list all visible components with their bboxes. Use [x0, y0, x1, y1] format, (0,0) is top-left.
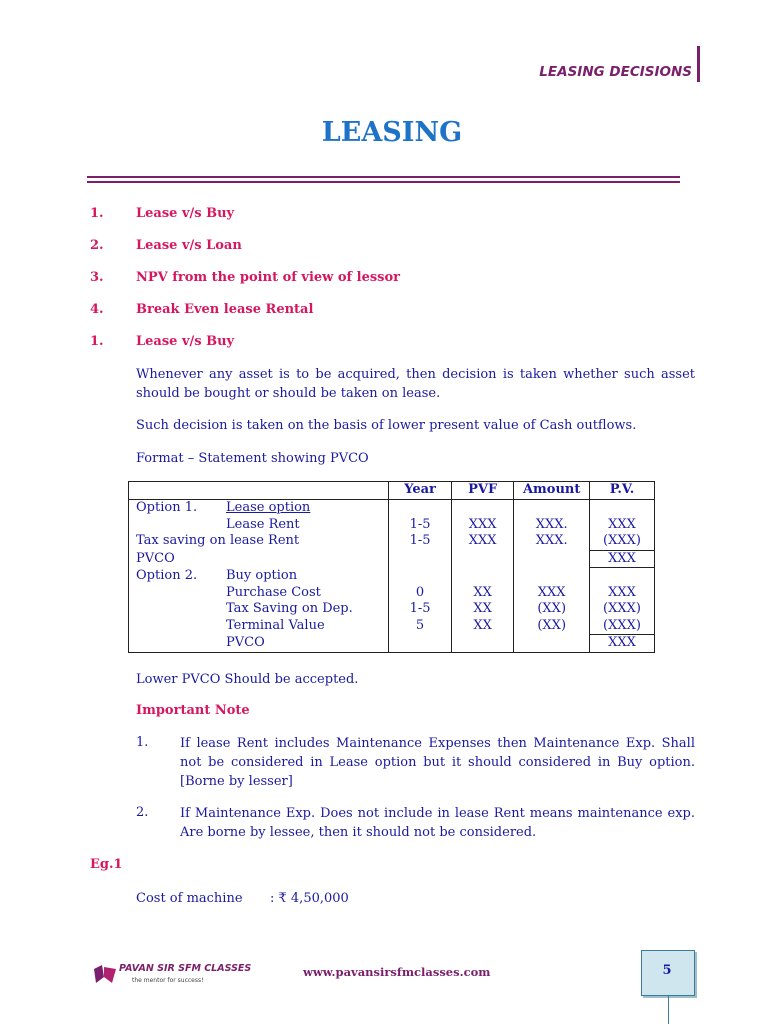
title-rule-bottom: [87, 181, 680, 183]
pvf-cell: XX: [451, 601, 513, 618]
footer-logo: [92, 961, 252, 989]
pvf-cell: XX: [451, 618, 513, 635]
pv-cell: [590, 568, 655, 585]
row-label: PVCO: [136, 550, 175, 566]
header-cell: [129, 482, 389, 500]
pv-cell: (XXX): [590, 601, 655, 618]
logo-tagline: the mentor for success!: [132, 977, 204, 984]
year-cell: [389, 550, 452, 568]
header-divider: [697, 46, 700, 82]
logo-text: PAVAN SIR SFM CLASSES: [119, 963, 252, 974]
important-note-heading: Important Note: [136, 703, 250, 718]
toc-item: Lease v/s Buy: [136, 206, 235, 221]
logo-icon: [92, 963, 118, 987]
year-cell: 5: [389, 618, 452, 635]
table-row: [129, 550, 655, 568]
year-cell: 1-5: [389, 533, 452, 550]
cost-value: : ₹ 4,50,000: [270, 891, 349, 906]
amount-cell: [514, 635, 590, 653]
row-sublabel: Lease Rent: [226, 516, 300, 532]
pvf-cell: XX: [451, 585, 513, 602]
pv-cell: XXX: [590, 517, 655, 534]
table-row: [129, 618, 655, 635]
row-sublabel: PVCO: [226, 634, 265, 650]
toc-number: 4.: [90, 302, 104, 317]
format-caption: Format – Statement showing PVCO: [136, 451, 369, 466]
amount-cell: XXX: [514, 585, 590, 602]
year-cell: [389, 568, 452, 585]
basis-paragraph: Such decision is taken on the basis of lower present value of Cash outflows.: [136, 418, 637, 433]
footer-url-link[interactable]: www.pavansirsfmclasses.com: [303, 965, 491, 979]
header-cell: Amount: [514, 482, 590, 500]
section-number: 1.: [90, 334, 104, 349]
amount-cell: XXX.: [514, 533, 590, 550]
pvf-cell: [451, 568, 513, 585]
row-sublabel: Lease option: [226, 500, 311, 515]
amount-cell: XXX.: [514, 517, 590, 534]
intro-paragraph: Whenever any asset is to be acquired, then decision is taken whether such asset should be bought or should be taken on lease.: [136, 367, 695, 401]
page-title: LEASING: [321, 117, 463, 148]
amount-cell: (XX): [514, 618, 590, 635]
pv-total-cell: XXX: [590, 550, 655, 568]
toc-number: 1.: [90, 206, 104, 221]
pvf-cell: XXX: [451, 517, 513, 534]
amount-cell: [514, 550, 590, 568]
pv-cell: (XXX): [590, 533, 655, 550]
amount-cell: (XX): [514, 601, 590, 618]
table-row: [129, 533, 655, 550]
row-label: Option 1.: [136, 500, 198, 515]
table-row: [129, 635, 655, 653]
year-cell: 0: [389, 585, 452, 602]
toc-item: Break Even lease Rental: [136, 302, 314, 317]
pv-total-cell: XXX: [590, 635, 655, 653]
year-cell: [389, 635, 452, 653]
pvf-cell: [451, 500, 513, 517]
year-cell: 1-5: [389, 517, 452, 534]
pvco-table: [128, 481, 655, 653]
page-box-stem: [668, 996, 669, 1024]
pv-cell: (XXX): [590, 618, 655, 635]
toc-number: 2.: [90, 238, 104, 253]
header-cell: PVF: [451, 482, 513, 500]
section-heading: Lease v/s Buy: [136, 334, 235, 349]
row-sublabel: Terminal Value: [226, 617, 325, 633]
table-row: [129, 585, 655, 602]
table-header-row: [129, 482, 655, 500]
pvf-cell: [451, 550, 513, 568]
amount-cell: [514, 568, 590, 585]
header-cell: Year: [389, 482, 452, 500]
year-cell: 1-5: [389, 601, 452, 618]
toc-item: Lease v/s Loan: [136, 238, 242, 253]
table-row: [129, 601, 655, 618]
pv-cell: [590, 500, 655, 517]
header-cell: P.V.: [590, 482, 655, 500]
toc-item: NPV from the point of view of lessor: [136, 270, 401, 285]
title-rule-top: [87, 176, 680, 178]
row-sublabel: Tax Saving on Dep.: [226, 601, 353, 616]
page-number: 5: [662, 963, 672, 978]
table-row: [129, 568, 655, 585]
row-label: Option 2.: [136, 567, 198, 583]
note-text: If lease Rent includes Maintenance Expenses then Maintenance Exp. Shall not be considered in Lease option but it should considered in Buy option. [Borne by lesser]: [180, 736, 695, 789]
amount-cell: [514, 500, 590, 517]
row-sublabel: Buy option: [226, 567, 298, 583]
pv-cell: XXX: [590, 585, 655, 602]
row-label: Tax saving on lease Rent: [136, 533, 300, 549]
conclusion-text: Lower PVCO Should be accepted.: [136, 672, 359, 687]
running-header: LEASING DECISIONS: [539, 64, 692, 80]
example-label: Eg.1: [90, 857, 123, 872]
note-number: 2.: [136, 805, 149, 820]
note-number: 1.: [136, 735, 149, 750]
pvf-cell: XXX: [451, 533, 513, 550]
cost-label: Cost of machine: [136, 891, 243, 906]
table-row: [129, 500, 655, 517]
toc-number: 3.: [90, 270, 104, 285]
table-row: [129, 517, 655, 534]
row-sublabel: Purchase Cost: [226, 584, 321, 600]
year-cell: [389, 500, 452, 517]
pvf-cell: [451, 635, 513, 653]
note-text: If Maintenance Exp. Does not include in lease Rent means maintenance exp. Are borne by lessee, then it should not be considered.: [180, 806, 695, 840]
